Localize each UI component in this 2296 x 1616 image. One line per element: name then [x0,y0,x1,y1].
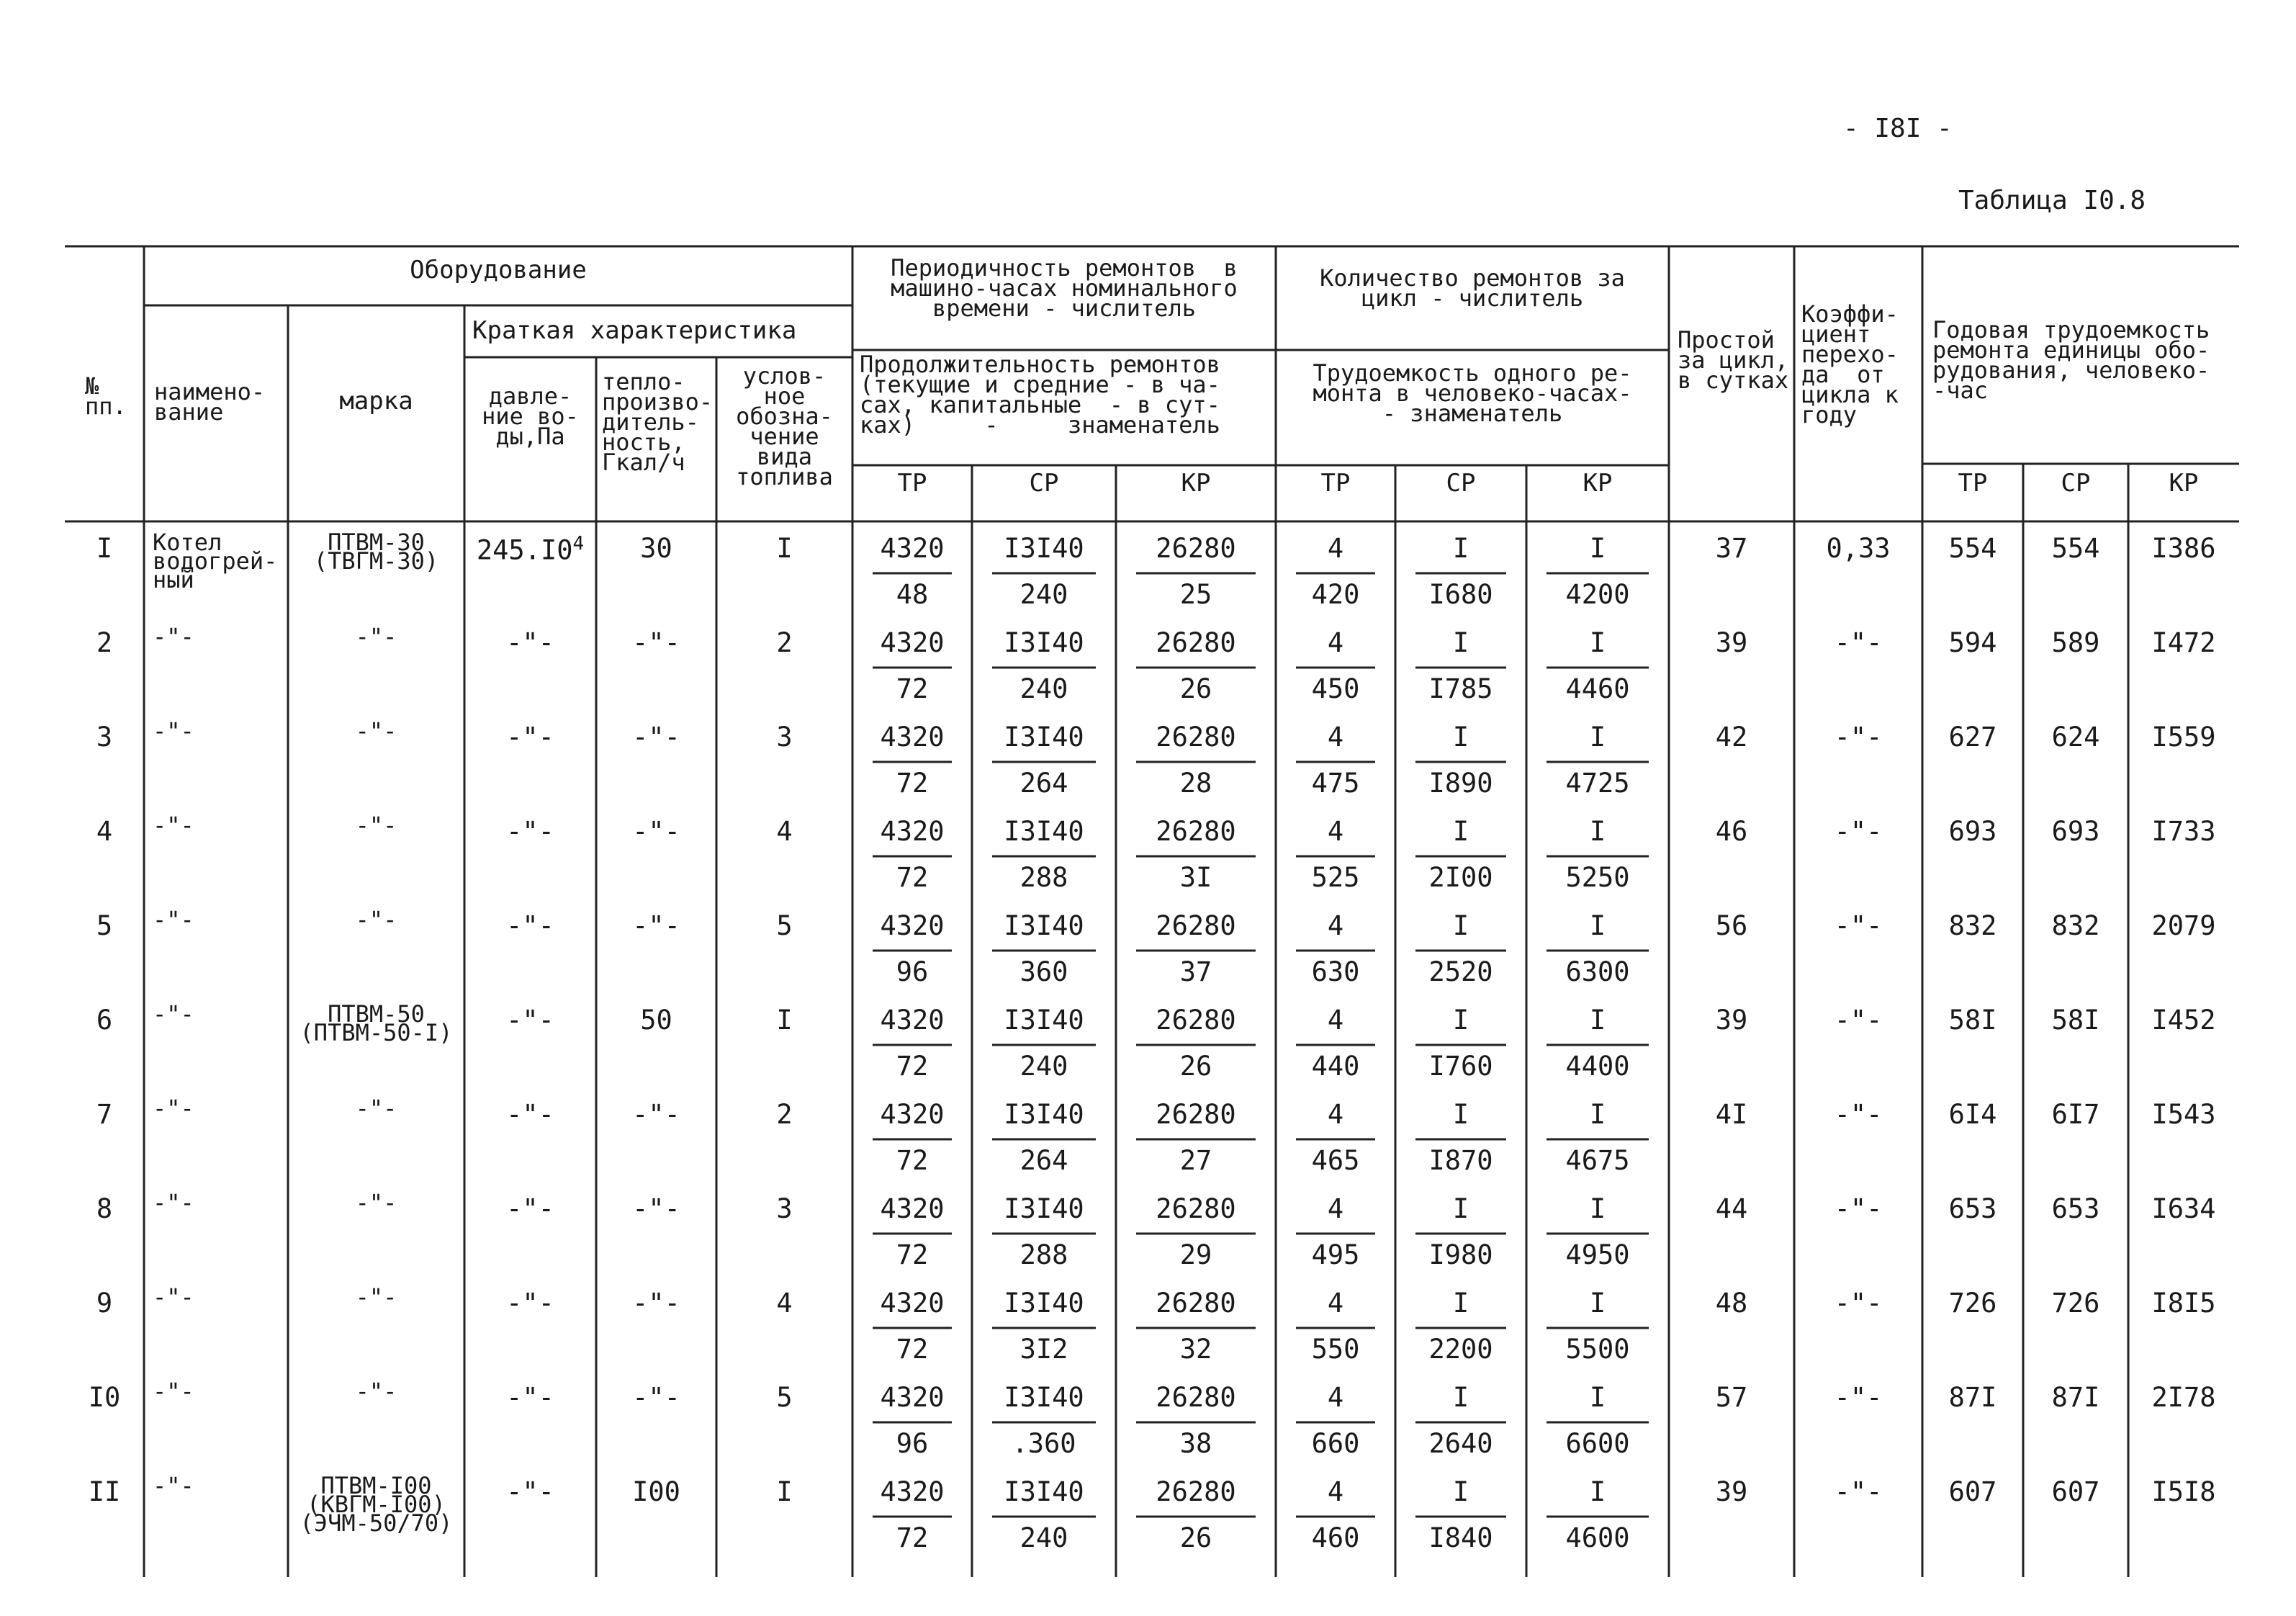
count-tr: 4 [1327,1288,1344,1319]
equipment-brand: -"- [355,1189,397,1216]
periodicity-sr: I3I40 [1004,1476,1084,1507]
header-brief-characteristics: Краткая характеристика [472,316,797,345]
header-num: № пп. [85,372,127,420]
count-sr: I [1452,816,1469,847]
annual-labor-kr: I634 [2151,1193,2216,1224]
duration-tr: 72 [896,1522,929,1553]
periodicity-kr: 26280 [1156,1193,1236,1224]
periodicity-kr: 26280 [1156,1099,1236,1130]
periodicity-sr: I3I40 [1004,1382,1084,1413]
annual-labor-tr: 87I [1948,1382,1997,1413]
labor-sr: I980 [1428,1239,1493,1270]
downtime-days: 48 [1715,1288,1748,1319]
header-downtime: Простой за цикл, в сутках [1678,326,1789,394]
duration-tr: 72 [896,768,929,799]
periodicity-kr: 26280 [1156,910,1236,941]
labor-kr: 4675 [1565,1145,1630,1176]
periodicity-kr: 26280 [1156,1382,1236,1413]
row-number: 5 [96,910,113,941]
page-number: - I8I - [1843,114,1953,143]
downtime-days: 39 [1715,627,1748,658]
transition-coefficient: -"- [1834,1193,1883,1224]
count-sr: I [1452,533,1469,564]
heat-output: -"- [632,910,680,941]
annual-labor-kr: I543 [2151,1099,2216,1130]
row-number: II [88,1476,121,1507]
fuel-type: 5 [776,910,793,941]
annual-labor-tr: 554 [1948,533,1997,564]
annual-labor-sr: 58I [2051,1005,2100,1036]
water-pressure: -"- [506,1193,554,1224]
header-periodicity: Периодичность ремонтов в машино-часах номинального времени - числитель [891,254,1238,322]
labor-tr: 420 [1311,579,1360,610]
downtime-days: 56 [1715,910,1748,941]
heat-output: 30 [640,533,672,564]
periodicity-sr: I3I40 [1004,722,1084,753]
fuel-type: I [776,1476,793,1507]
count-kr: I [1589,627,1606,658]
labor-sr: I870 [1428,1145,1493,1176]
annual-labor-sr: 693 [2051,816,2100,847]
duration-sr: 360 [1019,956,1068,987]
duration-kr: 26 [1179,673,1212,704]
annual-labor-tr: 832 [1948,910,1997,941]
downtime-days: 37 [1715,533,1748,564]
header-transition-coef: Коэффи- циент перехо- да от цикла к году [1801,300,1899,428]
count-kr: I [1589,1288,1606,1319]
heat-output: -"- [632,1288,680,1319]
periodicity-tr: 4320 [880,1099,945,1130]
annual-labor-kr: I386 [2151,533,2216,564]
duration-tr: 96 [896,956,929,987]
count-sr: I [1452,1193,1469,1224]
equipment-name: -"- [153,1000,194,1028]
equipment-brand: -"- [355,1095,397,1122]
count-tr: 4 [1327,627,1344,658]
duration-tr: 72 [896,1239,929,1270]
fuel-type: 3 [776,722,793,753]
labor-tr: 495 [1311,1239,1360,1270]
labor-tr: 460 [1311,1522,1360,1553]
fuel-type: 5 [776,1382,793,1413]
periodicity-sr: I3I40 [1004,1193,1084,1224]
duration-sr: .360 [1012,1428,1076,1459]
transition-coefficient: -"- [1834,627,1883,658]
periodicity-tr: 4320 [880,1476,945,1507]
equipment-brand: ПТВМ-I00 (КВГМ-I00) (ЭЧМ-50/70) [300,1472,453,1537]
equipment-name: -"- [153,1095,194,1122]
periodicity-sr: I3I40 [1004,1288,1084,1319]
periodicity-kr: 26280 [1156,627,1236,658]
labor-tr: 465 [1311,1145,1360,1176]
labor-tr: 450 [1311,673,1360,704]
repair-table [65,245,2239,1577]
fuel-type: 2 [776,627,793,658]
periodicity-tr: 4320 [880,1005,945,1036]
labor-kr: 5250 [1565,862,1630,893]
labor-tr: 525 [1311,862,1360,893]
header-tr-count: ТР [1320,469,1351,498]
periodicity-kr: 26280 [1156,722,1236,753]
labor-sr: 2640 [1428,1428,1493,1459]
heat-output: -"- [632,722,680,753]
duration-kr: 37 [1179,956,1212,987]
periodicity-kr: 26280 [1156,1288,1236,1319]
periodicity-tr: 4320 [880,1382,945,1413]
duration-kr: 28 [1179,768,1212,799]
duration-sr: 240 [1019,1051,1068,1082]
heat-output: I00 [632,1476,680,1507]
equipment-name: -"- [153,1283,194,1311]
count-sr: I [1452,1476,1469,1507]
periodicity-kr: 26280 [1156,533,1236,564]
duration-kr: 26 [1179,1522,1212,1553]
annual-labor-tr: 693 [1948,816,1997,847]
annual-labor-tr: 627 [1948,722,1997,753]
count-kr: I [1589,533,1606,564]
header-duration: Продолжительность ремонтов (текущие и средние - в ча- сах, капитальные - в сут- ках) - знаменатель [860,351,1220,439]
count-kr: I [1589,1193,1606,1224]
periodicity-kr: 26280 [1156,1005,1236,1036]
water-pressure: -"- [506,910,554,941]
transition-coefficient: -"- [1834,816,1883,847]
annual-labor-kr: I472 [2151,627,2216,658]
water-pressure: -"- [506,722,554,753]
duration-tr: 96 [896,1428,929,1459]
header-sr-annual: СР [2061,469,2091,498]
periodicity-tr: 4320 [880,627,945,658]
water-pressure: $245.I0^4$ [476,533,585,566]
fuel-type: I [776,1005,793,1036]
count-tr: 4 [1327,1193,1344,1224]
labor-kr: 6300 [1565,956,1630,987]
count-sr: I [1452,910,1469,941]
fuel-type: 4 [776,816,793,847]
duration-tr: 72 [896,1334,929,1365]
downtime-days: 57 [1715,1382,1748,1413]
transition-coefficient: -"- [1834,1476,1883,1507]
header-name: наимено- вание [154,378,266,426]
count-kr: I [1589,722,1606,753]
water-pressure: -"- [506,816,554,847]
header-sr-periodicity: СР [1029,469,1059,498]
annual-labor-kr: I452 [2151,1005,2216,1036]
labor-sr: 2520 [1428,956,1493,987]
duration-kr: 3I [1179,862,1212,893]
row-number: 3 [96,722,113,753]
equipment-brand: -"- [355,906,397,933]
labor-sr: I890 [1428,768,1493,799]
downtime-days: 39 [1715,1476,1748,1507]
labor-sr: 2200 [1428,1334,1493,1365]
row-number: I [96,533,113,564]
count-kr: I [1589,1382,1606,1413]
header-labor-one-repair: Трудоемкость одного ре- монта в человеко-часах- - знаменатель [1313,359,1632,427]
downtime-days: 4I [1715,1099,1748,1130]
periodicity-sr: I3I40 [1004,1005,1084,1036]
water-pressure: -"- [506,1476,554,1507]
annual-labor-sr: 87I [2051,1382,2100,1413]
transition-coefficient: -"- [1834,1099,1883,1130]
transition-coefficient: -"- [1834,910,1883,941]
count-kr: I [1589,910,1606,941]
annual-labor-kr: 2079 [2151,910,2216,941]
count-tr: 4 [1327,722,1344,753]
count-kr: I [1589,816,1606,847]
labor-kr: 6600 [1565,1428,1630,1459]
transition-coefficient: -"- [1834,1005,1883,1036]
equipment-name: -"- [153,906,194,933]
periodicity-tr: 4320 [880,1193,945,1224]
header-fuel-type: услов- ное обозна- чение вида топлива [736,362,833,490]
header-pressure: давле- ние во- ды,Па [482,382,579,450]
labor-sr: I760 [1428,1051,1493,1082]
header-annual-labor: Годовая трудоемкость ремонта единицы обо- рудования, человеко- -час [1932,316,2210,404]
equipment-brand: -"- [355,1378,397,1405]
periodicity-kr: 26280 [1156,816,1236,847]
annual-labor-kr: I8I5 [2151,1288,2216,1319]
annual-labor-tr: 6I4 [1948,1099,1997,1130]
fuel-type: I [776,533,793,564]
annual-labor-tr: 726 [1948,1288,1997,1319]
header-equipment: Оборудование [410,256,587,284]
labor-kr: 4600 [1565,1522,1630,1553]
duration-kr: 38 [1179,1428,1212,1459]
duration-sr: 264 [1019,768,1068,799]
count-kr: I [1589,1005,1606,1036]
row-number: 8 [96,1193,113,1224]
periodicity-sr: I3I40 [1004,1099,1084,1130]
row-number: 4 [96,816,113,847]
labor-tr: 440 [1311,1051,1360,1082]
downtime-days: 42 [1715,722,1748,753]
periodicity-sr: I3I40 [1004,910,1084,941]
row-number: 7 [96,1099,113,1130]
fuel-type: 2 [776,1099,793,1130]
count-sr: I [1452,1099,1469,1130]
count-sr: I [1452,1288,1469,1319]
duration-kr: 32 [1179,1334,1212,1365]
periodicity-tr: 4320 [880,1288,945,1319]
duration-sr: 288 [1019,1239,1068,1270]
heat-output: -"- [632,1193,680,1224]
duration-kr: 26 [1179,1051,1212,1082]
duration-sr: 240 [1019,1522,1068,1553]
heat-output: -"- [632,816,680,847]
transition-coefficient: -"- [1834,1382,1883,1413]
labor-tr: 475 [1311,768,1360,799]
header-heat-output: тепло- произво- дитель- ность, Гкал/ч [602,368,713,476]
header-tr-annual: ТР [1958,469,1988,498]
equipment-name: -"- [153,623,194,650]
equipment-brand: ПТВМ-30 (ТВГМ-30) [313,529,439,575]
labor-sr: I680 [1428,579,1493,610]
water-pressure: -"- [506,1099,554,1130]
periodicity-tr: 4320 [880,910,945,941]
count-tr: 4 [1327,910,1344,941]
equipment-name: -"- [153,812,194,839]
annual-labor-sr: 653 [2051,1193,2100,1224]
duration-sr: 240 [1019,579,1068,610]
labor-kr: 4725 [1565,768,1630,799]
annual-labor-sr: 554 [2051,533,2100,564]
header-sr-count: СР [1446,469,1476,498]
count-tr: 4 [1327,1005,1344,1036]
duration-sr: 3I2 [1019,1334,1068,1365]
header-brand: марка [339,387,413,416]
labor-tr: 630 [1311,956,1360,987]
count-kr: I [1589,1476,1606,1507]
count-sr: I [1452,627,1469,658]
annual-labor-kr: I5I8 [2151,1476,2216,1507]
annual-labor-tr: 653 [1948,1193,1997,1224]
annual-labor-tr: 58I [1948,1005,1997,1036]
duration-tr: 72 [896,1051,929,1082]
equipment-name: Котел водогрей- ный [153,529,278,593]
count-sr: I [1452,1005,1469,1036]
annual-labor-sr: 624 [2051,722,2100,753]
count-sr: I [1452,1382,1469,1413]
fuel-type: 3 [776,1193,793,1224]
equipment-brand: -"- [355,623,397,650]
row-number: 9 [96,1288,113,1319]
heat-output: -"- [632,627,680,658]
duration-sr: 288 [1019,862,1068,893]
duration-sr: 264 [1019,1145,1068,1176]
row-number: 6 [96,1005,113,1036]
water-pressure: -"- [506,1382,554,1413]
annual-labor-tr: 607 [1948,1476,1997,1507]
count-tr: 4 [1327,533,1344,564]
header-tr-periodicity: ТР [897,469,927,498]
table-caption: Таблица I0.8 [1958,186,2146,215]
header-kr-count: КР [1583,469,1613,498]
labor-sr: 2I00 [1428,862,1493,893]
labor-kr: 4460 [1565,673,1630,704]
header-repair-count: Количество ремонтов за цикл - числитель [1320,264,1625,312]
periodicity-tr: 4320 [880,722,945,753]
duration-kr: 25 [1179,579,1212,610]
labor-kr: 4950 [1565,1239,1630,1270]
annual-labor-sr: 726 [2051,1288,2100,1319]
duration-kr: 29 [1179,1239,1212,1270]
periodicity-tr: 4320 [880,816,945,847]
equipment-name: -"- [153,1189,194,1216]
fuel-type: 4 [776,1288,793,1319]
row-number: I0 [88,1382,121,1413]
water-pressure: -"- [506,1288,554,1319]
downtime-days: 44 [1715,1193,1748,1224]
duration-tr: 72 [896,1145,929,1176]
labor-tr: 550 [1311,1334,1360,1365]
equipment-name: -"- [153,1472,194,1499]
count-tr: 4 [1327,1099,1344,1130]
equipment-brand: -"- [355,812,397,839]
heat-output: -"- [632,1099,680,1130]
transition-coefficient: -"- [1834,722,1883,753]
annual-labor-kr: 2I78 [2151,1382,2216,1413]
annual-labor-sr: 607 [2051,1476,2100,1507]
labor-kr: 4200 [1565,579,1630,610]
water-pressure: -"- [506,1005,554,1036]
annual-labor-kr: I559 [2151,722,2216,753]
periodicity-sr: I3I40 [1004,627,1084,658]
pressure-exponent: 4 [572,533,585,555]
labor-sr: I785 [1428,673,1493,704]
duration-kr: 27 [1179,1145,1212,1176]
count-tr: 4 [1327,816,1344,847]
count-sr: I [1452,722,1469,753]
heat-output: 50 [640,1005,672,1036]
labor-kr: 4400 [1565,1051,1630,1082]
transition-coefficient: -"- [1834,1288,1883,1319]
header-kr-annual: КР [2169,469,2199,498]
row-number: 2 [96,627,113,658]
periodicity-tr: 4320 [880,533,945,564]
equipment-brand: -"- [355,717,397,745]
duration-sr: 240 [1019,673,1068,704]
duration-tr: 72 [896,673,929,704]
heat-output: -"- [632,1382,680,1413]
count-tr: 4 [1327,1476,1344,1507]
transition-coefficient: 0,33 [1826,533,1891,564]
duration-tr: 48 [896,579,929,610]
periodicity-sr: I3I40 [1004,816,1084,847]
header-kr-periodicity: КР [1181,469,1211,498]
annual-labor-sr: 6I7 [2051,1099,2100,1130]
downtime-days: 39 [1715,1005,1748,1036]
duration-tr: 72 [896,862,929,893]
annual-labor-tr: 594 [1948,627,1997,658]
labor-kr: 5500 [1565,1334,1630,1365]
labor-tr: 660 [1311,1428,1360,1459]
equipment-name: -"- [153,1378,194,1405]
equipment-brand: ПТВМ-50 (ПТВМ-50-I) [300,1000,453,1046]
periodicity-sr: I3I40 [1004,533,1084,564]
labor-sr: I840 [1428,1522,1493,1553]
count-tr: 4 [1327,1382,1344,1413]
equipment-brand: -"- [355,1283,397,1311]
water-pressure: -"- [506,627,554,658]
annual-labor-kr: I733 [2151,816,2216,847]
count-kr: I [1589,1099,1606,1130]
downtime-days: 46 [1715,816,1748,847]
periodicity-kr: 26280 [1156,1476,1236,1507]
equipment-name: -"- [153,717,194,745]
annual-labor-sr: 589 [2051,627,2100,658]
annual-labor-sr: 832 [2051,910,2100,941]
